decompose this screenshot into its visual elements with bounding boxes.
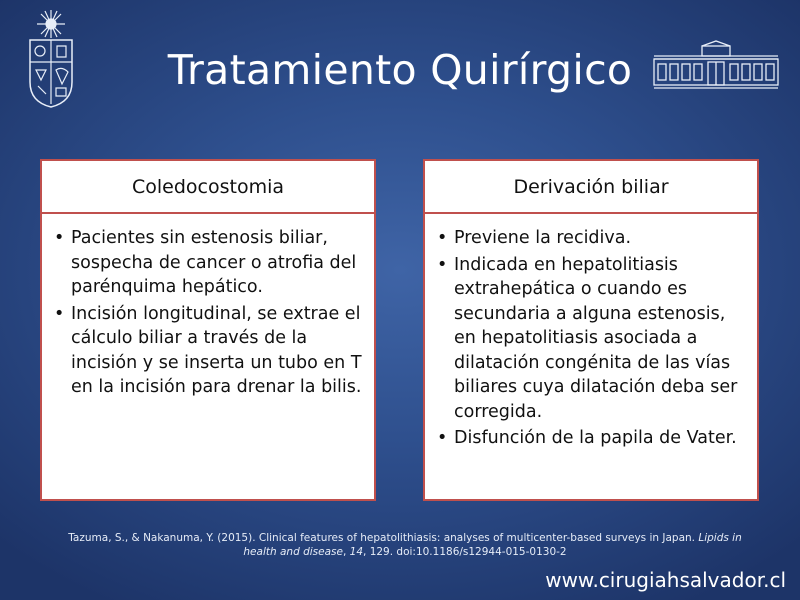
panel-body — [425, 214, 757, 451]
list-item — [437, 226, 747, 251]
bullet-text: Incisión longitudinal, se extrae el cálculo biliar a través de la incisión y se inserta un tubo en T en la incisión para drenar la bilis. — [71, 303, 362, 397]
list-item — [54, 226, 364, 300]
bullet-text: Disfunción de la papila de Vater. — [454, 428, 737, 448]
bullet-text: Previene la recidiva. — [454, 228, 632, 248]
citation-volume: 14 — [349, 546, 364, 558]
panel-heading: Coledocostomia — [42, 161, 374, 214]
bullet-list — [54, 226, 364, 400]
bullet-icon: • — [54, 303, 65, 324]
bullet-icon: • — [437, 428, 448, 448]
slide-title: Tratamiento Quirírgico — [167, 46, 633, 94]
citation-authors: Tazuma, S., & Nakanuma, Y. (2015). Clinical features of hepatolithiasis: analyses of multicenter-based surveys in Japan. — [68, 532, 695, 544]
panel-heading: Derivación biliar — [425, 161, 757, 214]
panel-coledocostomia — [40, 159, 376, 501]
list-item — [437, 253, 747, 425]
bullet-icon: • — [437, 228, 448, 248]
panel-derivacion-biliar — [423, 159, 759, 501]
list-item — [54, 302, 364, 400]
citation — [60, 531, 750, 559]
bullet-icon: • — [54, 228, 65, 248]
citation-journal: Lipids in health and disease — [243, 532, 742, 558]
citation-separator: , — [342, 546, 350, 558]
bullet-icon: • — [437, 254, 448, 275]
panel-body — [42, 214, 374, 400]
bullet-list — [437, 226, 747, 451]
website-url: www.cirugiahsalvador.cl — [545, 568, 786, 592]
bullet-text: Pacientes sin estenosis biliar, sospecha de cancer o atrofia del parénquima hepático. — [71, 228, 357, 297]
bullet-text: Indicada en hepatolitiasis extrahepática o cuando es secundaria a alguna estenosis, en hepatolitiasis asociada a dilatación congénita de las vías biliares cuya dilatación deba ser corregida. — [454, 254, 738, 422]
list-item — [437, 426, 747, 451]
citation-rest: , 129. doi:10.1186/s12944-015-0130-2 — [363, 546, 567, 558]
